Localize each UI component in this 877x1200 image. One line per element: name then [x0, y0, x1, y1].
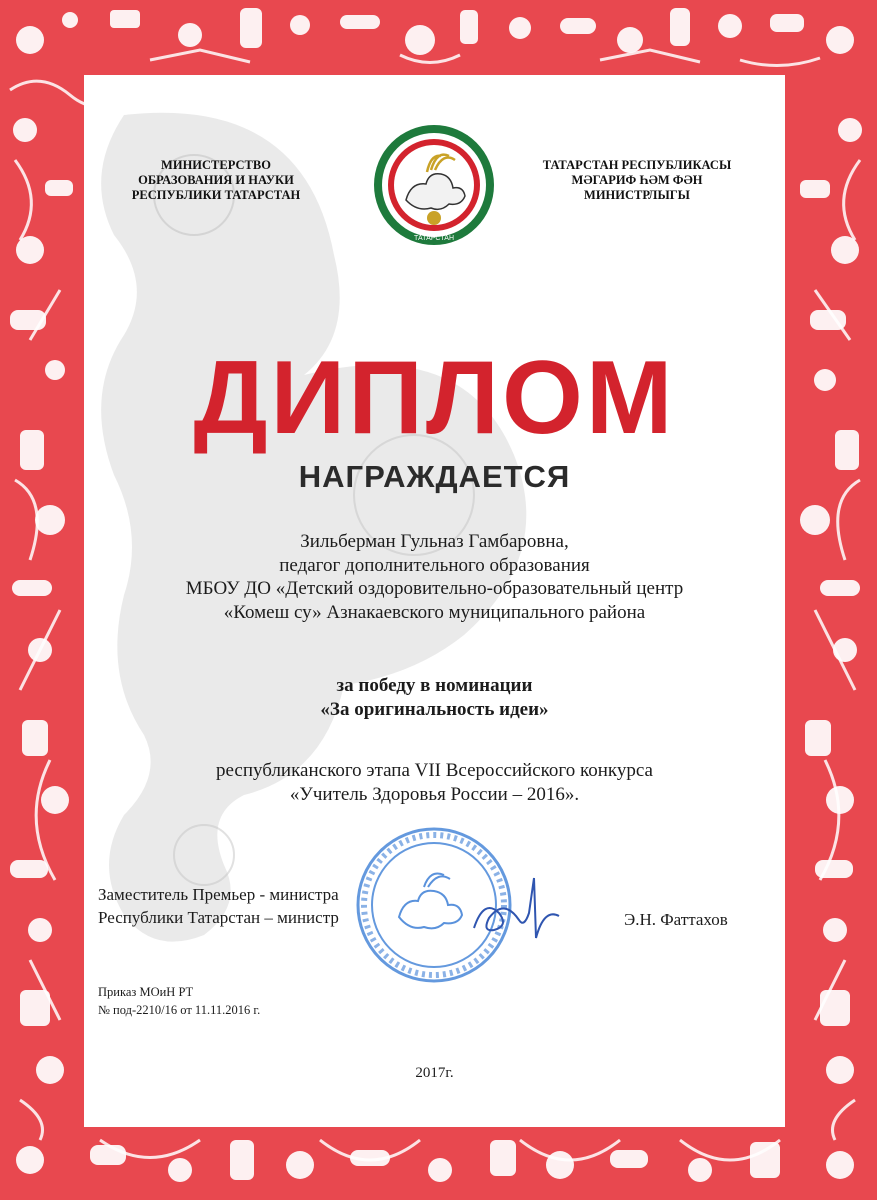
- order-number: № под-2210/16 от 11.11.2016 г.: [98, 1003, 261, 1017]
- nomination-block: [84, 674, 785, 721]
- header-left-line: МИНИСТЕРСТВО: [161, 158, 271, 172]
- header-left-line: ОБРАЗОВАНИЯ И НАУКИ: [138, 173, 294, 187]
- signature-icon: [464, 868, 564, 948]
- nomination-title: «За оригинальность идеи»: [320, 698, 549, 720]
- contest-block: [84, 759, 785, 806]
- recipient-name: Зильберман Гульназ Гамбаровна,: [300, 531, 569, 552]
- signatory-position: [98, 883, 339, 929]
- header-right-line: МИНИСТРЛЫГЫ: [584, 188, 690, 202]
- diploma-sheet: [84, 75, 785, 1127]
- recipient-organization: МБОУ ДО «Детский оздоровительно-образовательный центр: [185, 578, 684, 599]
- awarded-heading: НАГРАЖДАЕТСЯ: [298, 459, 571, 494]
- recipient-organization: «Комеш су» Азнакаевского муниципального района: [223, 601, 646, 623]
- tatarstan-emblem-icon: [371, 122, 497, 248]
- recipient-position: педагог дополнительного образования: [279, 554, 590, 576]
- header-left-line: РЕСПУБЛИКИ ТАТАРСТАН: [131, 188, 301, 202]
- order-reference: [98, 983, 260, 1019]
- ministry-name-tatar: [527, 158, 747, 203]
- diploma-title: ДИПЛОМ: [193, 340, 676, 456]
- contest-name: «Учитель Здоровья России – 2016».: [289, 783, 580, 805]
- signatory-position-line: Республики Татарстан – министр: [98, 908, 339, 927]
- header-right-line: МӘГАРИФ ҺӘМ ФӘН: [571, 173, 703, 187]
- ministry-name-russian: [106, 158, 326, 203]
- signatory-name: Э.Н. Фаттахов: [624, 910, 728, 929]
- contest-line: республиканского этапа VII Всероссийского конкурса: [216, 760, 653, 781]
- issue-year: 2017г.: [415, 1065, 454, 1081]
- order-line: Приказ МОиН РТ: [98, 985, 194, 999]
- emblem-ribbon-text: ТАТАРСТАН: [413, 235, 455, 242]
- recipient-block: [84, 530, 785, 624]
- header-right-line: ТАТАРСТАН РЕСПУБЛИКАСЫ: [542, 158, 732, 172]
- nomination-line: за победу в номинации: [336, 675, 533, 696]
- signatory-position-line: Заместитель Премьер - министра: [98, 885, 339, 904]
